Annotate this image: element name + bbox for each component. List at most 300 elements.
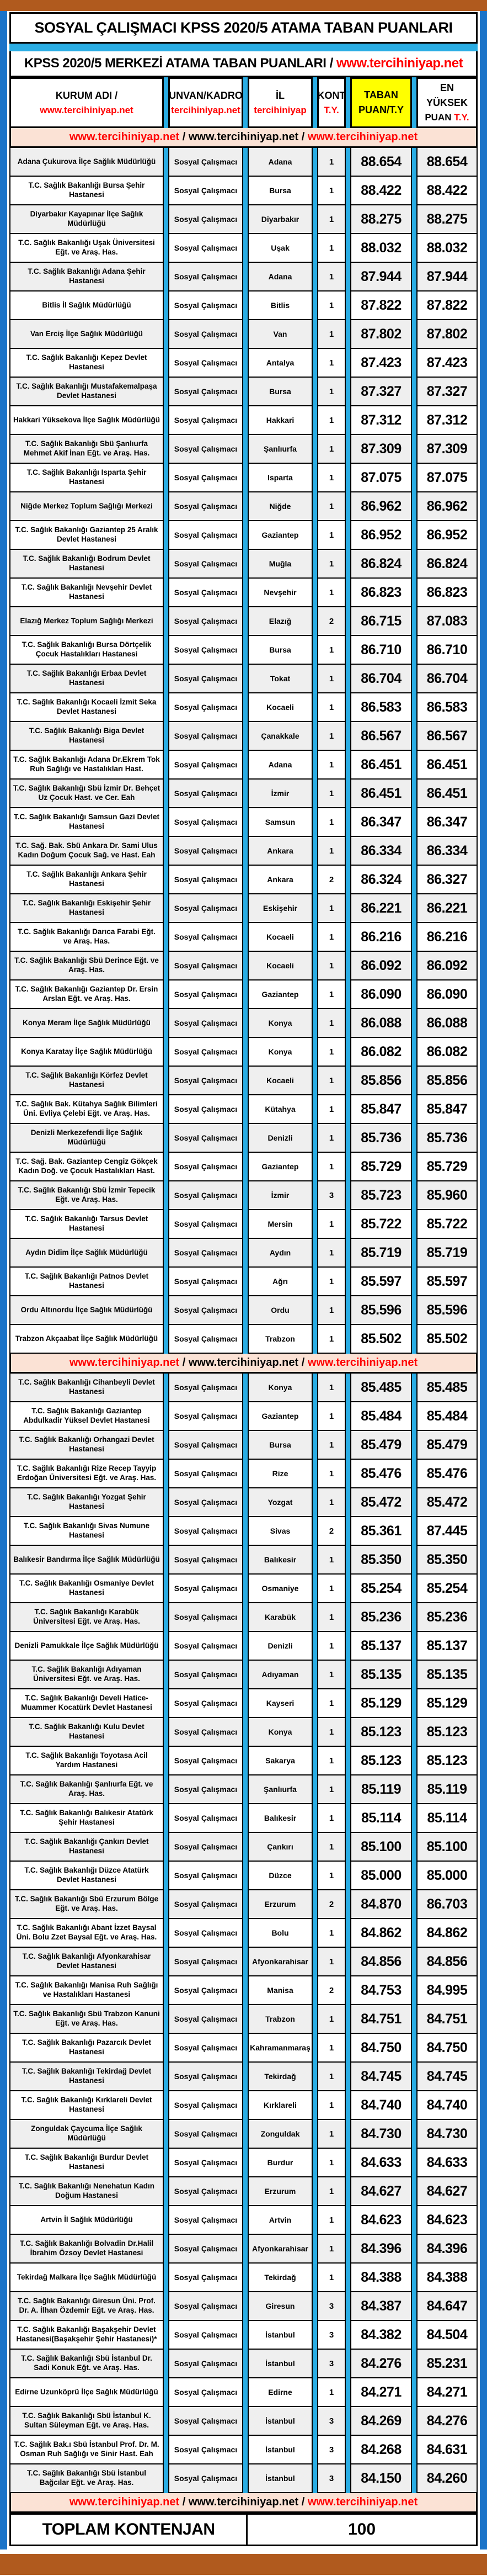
column-divider <box>313 1268 317 1296</box>
cell-unvan-kadro: Sosyal Çalışmacı <box>168 2350 243 2378</box>
cell-kont: 1 <box>317 2005 346 2034</box>
column-divider <box>243 492 248 521</box>
column-divider <box>412 1948 416 1976</box>
top-orange-bar <box>0 0 487 11</box>
column-header-kurum-link[interactable]: www.tercihiniyap.net <box>40 104 133 115</box>
watermark-site-link[interactable]: www.tercihiniyap.net <box>69 2496 180 2508</box>
cell-en-yuksek-puan: 85.722 <box>416 1210 478 1239</box>
cell-kont: 1 <box>317 1038 346 1067</box>
cell-en-yuksek-puan: 87.075 <box>416 464 478 492</box>
column-divider <box>346 1374 350 1402</box>
table-row <box>9 579 478 607</box>
cell-unvan-kadro: Sosyal Çalışmacı <box>168 1833 243 1862</box>
cell-en-yuksek-puan: 85.856 <box>416 1067 478 1095</box>
cell-unvan-kadro: Sosyal Çalışmacı <box>168 665 243 693</box>
column-divider <box>243 1239 248 1268</box>
column-divider <box>412 808 416 837</box>
column-divider <box>313 866 317 894</box>
cell-il: Sakarya <box>248 1747 313 1775</box>
cell-il: Trabzon <box>248 2005 313 2034</box>
cell-il: Ankara <box>248 837 313 866</box>
cell-il: Bursa <box>248 636 313 665</box>
column-divider <box>164 1038 168 1067</box>
cell-kont: 3 <box>317 2436 346 2464</box>
watermark-text: / <box>298 1356 308 1369</box>
column-divider <box>346 205 350 234</box>
cell-taban-puan: 85.484 <box>350 1402 412 1431</box>
column-divider <box>412 77 416 128</box>
cell-en-yuksek-puan: 85.137 <box>416 1632 478 1661</box>
column-divider <box>313 1919 317 1948</box>
column-header-taban-label1: TABAN <box>364 89 398 100</box>
column-divider <box>164 2091 168 2120</box>
cell-en-yuksek-puan: 85.123 <box>416 1718 478 1747</box>
column-divider <box>243 234 248 263</box>
column-divider <box>164 1976 168 2005</box>
column-divider <box>164 1575 168 1603</box>
cell-kont: 2 <box>317 1890 346 1919</box>
cell-en-yuksek-puan: 84.750 <box>416 2034 478 2063</box>
cell-taban-puan: 85.236 <box>350 1603 412 1632</box>
cell-unvan-kadro: Sosyal Çalışmacı <box>168 1919 243 1948</box>
column-divider <box>412 2264 416 2292</box>
column-divider <box>412 406 416 435</box>
column-divider <box>412 1153 416 1181</box>
column-divider <box>243 1210 248 1239</box>
column-divider <box>313 148 317 177</box>
column-divider <box>313 1038 317 1067</box>
column-divider <box>164 1689 168 1718</box>
watermark-text: www.tercihiniyap.net <box>188 131 299 143</box>
column-header-il-link[interactable]: tercihiniyap <box>254 104 307 115</box>
column-divider <box>164 148 168 177</box>
cell-kont: 1 <box>317 492 346 521</box>
column-divider <box>346 1833 350 1862</box>
column-divider <box>164 837 168 866</box>
cell-taban-puan: 85.472 <box>350 1488 412 1517</box>
cell-kurum-adi: T.C. Sağlık Bakanlığı Patnos Devlet Hastanesi <box>9 1268 164 1296</box>
table-row <box>9 2264 478 2292</box>
column-header-unvan-link[interactable]: tercihiniyap.net <box>171 104 240 115</box>
column-divider <box>164 952 168 980</box>
cell-il: Muğla <box>248 550 313 579</box>
cell-kont: 1 <box>317 2378 346 2407</box>
cell-en-yuksek-puan: 87.327 <box>416 378 478 406</box>
table-row <box>9 1603 478 1632</box>
cell-kont: 1 <box>317 2235 346 2264</box>
cell-taban-puan: 87.822 <box>350 291 412 320</box>
cell-il: Kocaeli <box>248 923 313 952</box>
column-divider <box>346 808 350 837</box>
column-divider <box>412 1661 416 1689</box>
cell-en-yuksek-puan: 86.710 <box>416 636 478 665</box>
table-row <box>9 177 478 205</box>
cell-kurum-adi: T.C. Sağlık Bakanlığı Körfez Devlet Hastanesi <box>9 1067 164 1095</box>
cell-kont: 1 <box>317 464 346 492</box>
cell-il: Samsun <box>248 808 313 837</box>
column-divider <box>243 636 248 665</box>
cell-kont: 3 <box>317 2321 346 2350</box>
column-divider <box>164 2436 168 2464</box>
column-divider <box>164 550 168 579</box>
cell-en-yuksek-puan: 84.396 <box>416 2235 478 2264</box>
table-row <box>9 1661 478 1689</box>
column-divider <box>313 1325 317 1354</box>
cell-unvan-kadro: Sosyal Çalışmacı <box>168 320 243 349</box>
column-divider <box>243 1632 248 1661</box>
cell-kurum-adi: T.C. Sağlık Bakanlığı Adana Şehir Hastanesi <box>9 263 164 291</box>
table-row <box>9 722 478 751</box>
cell-unvan-kadro: Sosyal Çalışmacı <box>168 2091 243 2120</box>
cell-kont: 1 <box>317 177 346 205</box>
column-divider <box>164 607 168 636</box>
cell-kont: 1 <box>317 1296 346 1325</box>
cell-kont: 1 <box>317 205 346 234</box>
column-divider <box>243 665 248 693</box>
cell-taban-puan: 85.476 <box>350 1460 412 1488</box>
table-row <box>9 263 478 291</box>
cell-kont: 1 <box>317 665 346 693</box>
column-divider <box>346 2264 350 2292</box>
cell-kont: 2 <box>317 866 346 894</box>
cell-unvan-kadro: Sosyal Çalışmacı <box>168 2034 243 2063</box>
cell-unvan-kadro: Sosyal Çalışmacı <box>168 177 243 205</box>
column-divider <box>412 320 416 349</box>
subtitle-site-link[interactable]: www.tercihiniyap.net <box>336 56 463 71</box>
watermark-site-link[interactable]: www.tercihiniyap.net <box>69 1356 180 1369</box>
cell-kont: 1 <box>317 1862 346 1890</box>
column-header-unvan <box>168 77 243 128</box>
cell-unvan-kadro: Sosyal Çalışmacı <box>168 808 243 837</box>
blue-stripe-divider <box>9 44 478 51</box>
cell-il: Düzce <box>248 1862 313 1890</box>
table-row <box>9 1804 478 1833</box>
watermark-site-link[interactable]: www.tercihiniyap.net <box>307 2496 418 2508</box>
cell-kont: 1 <box>317 1431 346 1460</box>
cell-kont: 1 <box>317 693 346 722</box>
column-divider <box>243 77 248 128</box>
cell-en-yuksek-puan: 84.730 <box>416 2120 478 2149</box>
cell-taban-puan: 86.715 <box>350 607 412 636</box>
column-divider <box>313 923 317 952</box>
column-divider <box>346 1268 350 1296</box>
cell-kurum-adi: Konya Karatay İlçe Sağlık Müdürlüğü <box>9 1038 164 1067</box>
table-row <box>9 320 478 349</box>
column-divider <box>313 579 317 607</box>
table-row <box>9 1009 478 1038</box>
cell-kurum-adi: T.C. Sağlık Bakanlığı Bursa Şehir Hastanesi <box>9 177 164 205</box>
column-divider <box>412 1775 416 1804</box>
cell-kurum-adi: T.C. Sağlık Bakanlığı Sbü İzmir Tepecik Eğt. ve Araş. Has. <box>9 1181 164 1210</box>
cell-en-yuksek-puan: 86.092 <box>416 952 478 980</box>
cell-unvan-kadro: Sosyal Çalışmacı <box>168 866 243 894</box>
cell-taban-puan: 85.719 <box>350 1239 412 1268</box>
column-divider <box>346 2378 350 2407</box>
page-title: SOSYAL ÇALIŞMACI KPSS 2020/5 ATAMA TABAN PUANLARI <box>9 12 478 44</box>
column-divider <box>164 1181 168 1210</box>
column-divider <box>164 492 168 521</box>
cell-il: Kocaeli <box>248 693 313 722</box>
column-divider <box>313 2063 317 2091</box>
cell-unvan-kadro: Sosyal Çalışmacı <box>168 1460 243 1488</box>
table-row <box>9 2235 478 2264</box>
column-divider <box>164 406 168 435</box>
cell-taban-puan: 86.216 <box>350 923 412 952</box>
column-divider <box>313 1239 317 1268</box>
column-divider <box>243 2235 248 2264</box>
column-divider <box>164 2177 168 2206</box>
column-divider <box>243 291 248 320</box>
column-divider <box>243 952 248 980</box>
column-header-en-yuksek <box>416 77 478 128</box>
cell-taban-puan: 87.309 <box>350 435 412 464</box>
column-divider <box>412 148 416 177</box>
column-divider <box>346 1890 350 1919</box>
cell-taban-puan: 86.962 <box>350 492 412 521</box>
table-row <box>9 1431 478 1460</box>
column-divider <box>412 1431 416 1460</box>
cell-unvan-kadro: Sosyal Çalışmacı <box>168 1009 243 1038</box>
cell-unvan-kadro: Sosyal Çalışmacı <box>168 693 243 722</box>
cell-kont: 1 <box>317 263 346 291</box>
column-divider <box>243 435 248 464</box>
cell-il: Ankara <box>248 866 313 894</box>
cell-il: Kütahya <box>248 1095 313 1124</box>
watermark-site-link[interactable]: www.tercihiniyap.net <box>69 131 180 143</box>
table-row <box>9 665 478 693</box>
column-divider <box>412 2464 416 2493</box>
column-divider <box>412 291 416 320</box>
cell-kont: 1 <box>317 1603 346 1632</box>
cell-il: Bursa <box>248 177 313 205</box>
cell-unvan-kadro: Sosyal Çalışmacı <box>168 1862 243 1890</box>
column-divider <box>164 1325 168 1354</box>
cell-kont: 1 <box>317 1632 346 1661</box>
column-divider <box>346 1575 350 1603</box>
column-divider <box>346 780 350 808</box>
table-row <box>9 1374 478 1402</box>
cell-taban-puan: 85.502 <box>350 1325 412 1354</box>
column-divider <box>243 780 248 808</box>
column-divider <box>313 521 317 550</box>
column-divider <box>313 2034 317 2063</box>
table-row <box>9 406 478 435</box>
cell-taban-puan: 85.135 <box>350 1661 412 1689</box>
column-divider <box>164 894 168 923</box>
cell-unvan-kadro: Sosyal Çalışmacı <box>168 2206 243 2235</box>
cell-taban-puan: 84.751 <box>350 2005 412 2034</box>
cell-kurum-adi: T.C. Sağlık Bakanlığı Isparta Şehir Hastanesi <box>9 464 164 492</box>
cell-kont: 1 <box>317 722 346 751</box>
cell-taban-puan: 86.823 <box>350 579 412 607</box>
cell-taban-puan: 84.150 <box>350 2464 412 2493</box>
column-header-kont <box>317 77 346 128</box>
cell-kurum-adi: Edirne Uzunköprü İlçe Sağlık Müdürlüğü <box>9 2378 164 2407</box>
cell-kurum-adi: T.C. Sağlık Bakanlığı Sbü İstanbul K. Sultan Süleyman Eğt. ve Araş. Has. <box>9 2407 164 2436</box>
column-divider <box>164 693 168 722</box>
column-divider <box>243 148 248 177</box>
cell-taban-puan: 86.710 <box>350 636 412 665</box>
cell-taban-puan: 84.623 <box>350 2206 412 2235</box>
column-divider <box>412 1124 416 1153</box>
column-divider <box>412 2034 416 2063</box>
cell-taban-puan: 86.952 <box>350 521 412 550</box>
cell-taban-puan: 84.870 <box>350 1890 412 1919</box>
column-divider <box>164 1517 168 1546</box>
column-divider <box>412 2149 416 2177</box>
table-row <box>9 1402 478 1431</box>
cell-taban-puan: 85.596 <box>350 1296 412 1325</box>
column-header-kurum <box>9 77 164 128</box>
column-divider <box>243 2378 248 2407</box>
column-divider <box>412 780 416 808</box>
table-row <box>9 234 478 263</box>
cell-unvan-kadro: Sosyal Çalışmacı <box>168 435 243 464</box>
cell-taban-puan: 84.750 <box>350 2034 412 2063</box>
column-divider <box>346 2407 350 2436</box>
column-divider <box>412 205 416 234</box>
cell-taban-puan: 85.485 <box>350 1374 412 1402</box>
table-row <box>9 2149 478 2177</box>
cell-kurum-adi: T.C. Sağlık Bak.ı Sbü İstanbul Prof. Dr. M. Osman Ruh Sağlığı ve Sinir Hast. Eah <box>9 2436 164 2464</box>
watermark-site-link[interactable]: www.tercihiniyap.net <box>307 131 418 143</box>
column-divider <box>412 923 416 952</box>
column-divider <box>313 2378 317 2407</box>
cell-kurum-adi: T.C. Sağlık Bakanlığı Kırklareli Devlet Hastanesi <box>9 2091 164 2120</box>
column-divider <box>412 2063 416 2091</box>
column-divider <box>313 464 317 492</box>
column-divider <box>412 1181 416 1210</box>
column-divider <box>243 1124 248 1153</box>
cell-il: Afyonkarahisar <box>248 2235 313 2264</box>
cell-kurum-adi: T.C. Sağlık Bakanlığı Abant İzzet Baysal Üni. Bolu Zzet Baysal Eğt. ve Araş. Has. <box>9 1919 164 1948</box>
column-divider <box>164 2034 168 2063</box>
column-divider <box>313 291 317 320</box>
cell-kurum-adi: T.C. Sağlık Bakanlığı Cihanbeyli Devlet Hastanesi <box>9 1374 164 1402</box>
column-divider <box>346 1325 350 1354</box>
cell-kurum-adi: Van Erciş İlçe Sağlık Müdürlüğü <box>9 320 164 349</box>
column-divider <box>243 2177 248 2206</box>
cell-en-yuksek-puan: 86.567 <box>416 722 478 751</box>
column-divider <box>346 2292 350 2321</box>
cell-kurum-adi: T.C. Sağlık Bakanlığı Şanlıurfa Eğt. ve Araş. Has. <box>9 1775 164 1804</box>
column-divider <box>346 1239 350 1268</box>
cell-kurum-adi: T.C. Sağlık Bakanlığı Afyonkarahisar Devlet Hastanesi <box>9 1948 164 1976</box>
table-row <box>9 2091 478 2120</box>
column-divider <box>313 2436 317 2464</box>
cell-taban-puan: 84.745 <box>350 2063 412 2091</box>
column-divider <box>313 2321 317 2350</box>
cell-unvan-kadro: Sosyal Çalışmacı <box>168 492 243 521</box>
cell-kont: 1 <box>317 2149 346 2177</box>
column-divider <box>243 349 248 378</box>
column-divider <box>346 2177 350 2206</box>
column-divider <box>313 1153 317 1181</box>
cell-unvan-kadro: Sosyal Çalışmacı <box>168 1488 243 1517</box>
table-row <box>9 751 478 780</box>
table-row <box>9 1268 478 1296</box>
column-divider <box>164 1431 168 1460</box>
cell-taban-puan: 85.729 <box>350 1153 412 1181</box>
total-quota-value: 100 <box>248 2513 478 2546</box>
column-divider <box>164 2292 168 2321</box>
column-header-kurum-label: KURUM ADI / <box>55 89 118 101</box>
column-divider <box>313 2407 317 2436</box>
cell-kont: 1 <box>317 780 346 808</box>
column-divider <box>412 2206 416 2235</box>
cell-en-yuksek-puan: 84.647 <box>416 2292 478 2321</box>
cell-en-yuksek-puan: 85.000 <box>416 1862 478 1890</box>
column-divider <box>313 780 317 808</box>
cell-en-yuksek-puan: 85.254 <box>416 1575 478 1603</box>
cell-en-yuksek-puan: 85.119 <box>416 1775 478 1804</box>
cell-kurum-adi: T.C. Sağlık Bakanlığı Sbü İstanbul Bağcılar Eğt. ve Araş. Has. <box>9 2464 164 2493</box>
cell-kurum-adi: T.C. Sağlık Bakanlığı Giresun Üni. Prof. Dr. A. İlhan Özdemir Eğt. ve Araş. Has. <box>9 2292 164 2321</box>
cell-en-yuksek-puan: 84.751 <box>416 2005 478 2034</box>
cell-taban-puan: 84.627 <box>350 2177 412 2206</box>
column-divider <box>412 1067 416 1095</box>
column-divider <box>243 2292 248 2321</box>
table-row <box>9 1948 478 1976</box>
cell-en-yuksek-puan: 86.703 <box>416 1890 478 1919</box>
cell-unvan-kadro: Sosyal Çalışmacı <box>168 1603 243 1632</box>
cell-kurum-adi: Niğde Merkez Toplum Sağlığı Merkezi <box>9 492 164 521</box>
column-divider <box>412 1890 416 1919</box>
table-row <box>9 1689 478 1718</box>
cell-il: Ordu <box>248 1296 313 1325</box>
column-divider <box>346 2350 350 2378</box>
column-divider <box>313 2120 317 2149</box>
table-row <box>9 2063 478 2091</box>
column-divider <box>313 1661 317 1689</box>
cell-kurum-adi: T.C. Sağlık Bakanlığı Sivas Numune Hastanesi <box>9 1517 164 1546</box>
cell-il: Yozgat <box>248 1488 313 1517</box>
cell-taban-puan: 85.723 <box>350 1181 412 1210</box>
cell-kont: 1 <box>317 894 346 923</box>
cell-unvan-kadro: Sosyal Çalışmacı <box>168 751 243 780</box>
column-divider <box>164 722 168 751</box>
column-divider <box>313 550 317 579</box>
cell-taban-puan: 84.396 <box>350 2235 412 2264</box>
column-divider <box>346 1095 350 1124</box>
column-divider <box>243 2005 248 2034</box>
table-row <box>9 636 478 665</box>
column-divider <box>412 2436 416 2464</box>
bottom-white-gap <box>0 2550 487 2554</box>
cell-il: Erzurum <box>248 2177 313 2206</box>
cell-kont: 1 <box>317 406 346 435</box>
cell-il: Isparta <box>248 464 313 492</box>
cell-en-yuksek-puan: 86.823 <box>416 579 478 607</box>
watermark-site-link[interactable]: www.tercihiniyap.net <box>307 1356 418 1369</box>
column-header-unvan-label: UNVAN/KADRO <box>169 89 243 101</box>
table-row <box>9 693 478 722</box>
column-divider <box>412 722 416 751</box>
column-divider <box>313 1296 317 1325</box>
cell-taban-puan: 85.100 <box>350 1833 412 1862</box>
cell-il: Gaziantep <box>248 521 313 550</box>
cell-taban-puan: 88.422 <box>350 177 412 205</box>
column-divider <box>313 435 317 464</box>
cell-taban-puan: 84.862 <box>350 1919 412 1948</box>
cell-kurum-adi: Ordu Altınordu İlçe Sağlık Müdürlüğü <box>9 1296 164 1325</box>
cell-kurum-adi: T.C. Sağlık Bakanlığı Karabük Üniversitesi Eğt. ve Araş. Has. <box>9 1603 164 1632</box>
cell-kont: 1 <box>317 234 346 263</box>
cell-il: Çankırı <box>248 1833 313 1862</box>
column-divider <box>164 751 168 780</box>
column-divider <box>313 2235 317 2264</box>
column-divider <box>412 2120 416 2149</box>
